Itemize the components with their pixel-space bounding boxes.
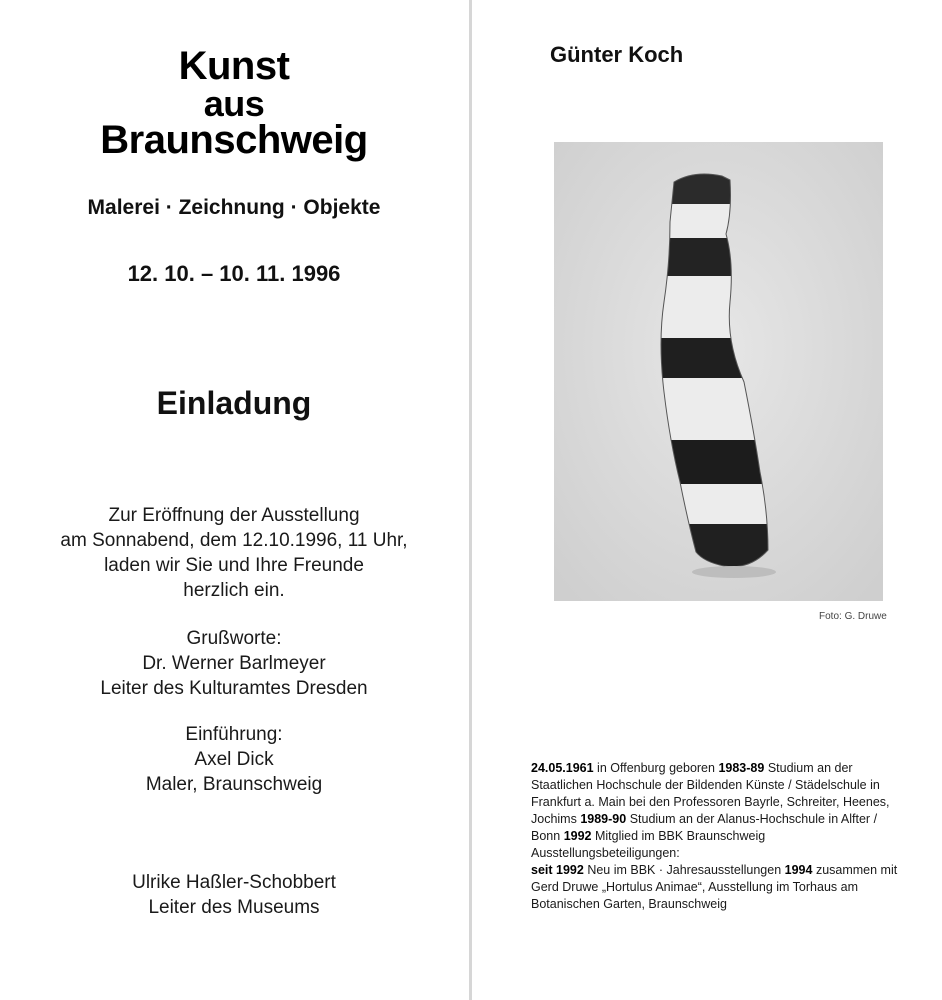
title-line-1: Kunst bbox=[178, 44, 290, 88]
artist-biography bbox=[531, 760, 905, 913]
right-panel bbox=[473, 0, 942, 1000]
introduction-speaker-role: Maler, Braunschweig bbox=[145, 774, 323, 795]
exhibition-dates: 12. 10. – 10. 11. 1996 bbox=[127, 261, 341, 286]
title-line-3: Braunschweig bbox=[100, 118, 368, 162]
introduction-label: Einführung: bbox=[185, 724, 283, 745]
subtitle: Malerei · Zeichnung · Objekte bbox=[87, 196, 381, 219]
study-text: Studium an der Staatlichen Hochschule der Bildenden Künste / Städelschule in Frankfurt a. Main bei den Professoren Bayrle, Schreiter, Heenes, Jochims bbox=[531, 761, 890, 826]
left-panel bbox=[0, 0, 468, 1000]
page-fold-divider bbox=[469, 0, 472, 1000]
study-years: 1983-89 bbox=[718, 761, 765, 775]
opening-line: herzlich ein. bbox=[183, 580, 285, 601]
opening-line: Zur Eröffnung der Ausstellung bbox=[108, 505, 360, 526]
greetings-block bbox=[0, 626, 468, 701]
since-label: seit 1992 bbox=[531, 863, 584, 877]
year-1994: 1994 bbox=[784, 863, 813, 877]
study2-text: Studium an der Alanus-Hochschule in Alfter / Bonn bbox=[531, 812, 878, 843]
host-role: Leiter des Museums bbox=[148, 897, 320, 918]
member-text: Mitglied im BBK Braunschweig bbox=[594, 829, 766, 843]
artwork-photo bbox=[554, 142, 883, 601]
study2-years: 1989-90 bbox=[580, 812, 627, 826]
artist-name: Günter Koch bbox=[550, 42, 684, 67]
host-name: Ulrike Haßler-Schobbert bbox=[132, 872, 336, 893]
greetings-speaker: Dr. Werner Barlmeyer bbox=[142, 653, 326, 674]
opening-line: am Sonnabend, dem 12.10.1996, 11 Uhr, bbox=[60, 530, 408, 551]
birth-text: in Offenburg geboren bbox=[597, 761, 715, 775]
opening-line: laden wir Sie und Ihre Freunde bbox=[104, 555, 364, 576]
member-year: 1992 bbox=[563, 829, 592, 843]
title-line-2: aus bbox=[203, 83, 265, 124]
greetings-speaker-role: Leiter des Kulturamtes Dresden bbox=[100, 678, 368, 699]
exhibitions-label: Ausstellungsbeteiligungen: bbox=[531, 846, 680, 860]
since-text: Neu im BBK · Jahresausstellungen bbox=[587, 863, 782, 877]
introduction-speaker: Axel Dick bbox=[194, 749, 274, 770]
striped-sculpture-image bbox=[554, 142, 883, 601]
introduction-block bbox=[0, 722, 468, 797]
opening-text bbox=[0, 503, 468, 603]
greetings-label: Grußworte: bbox=[186, 628, 282, 649]
text-1994: zusammen mit Gerd Druwe „Hortulus Animae“, Ausstellung im Torhaus am Botanischen Garten, Braunschweig bbox=[531, 863, 898, 911]
photo-credit: Foto: G. Druwe bbox=[819, 611, 887, 622]
host-block bbox=[0, 870, 468, 920]
invitation-heading: Einladung bbox=[156, 385, 312, 421]
birth-date: 24.05.1961 bbox=[531, 761, 594, 775]
